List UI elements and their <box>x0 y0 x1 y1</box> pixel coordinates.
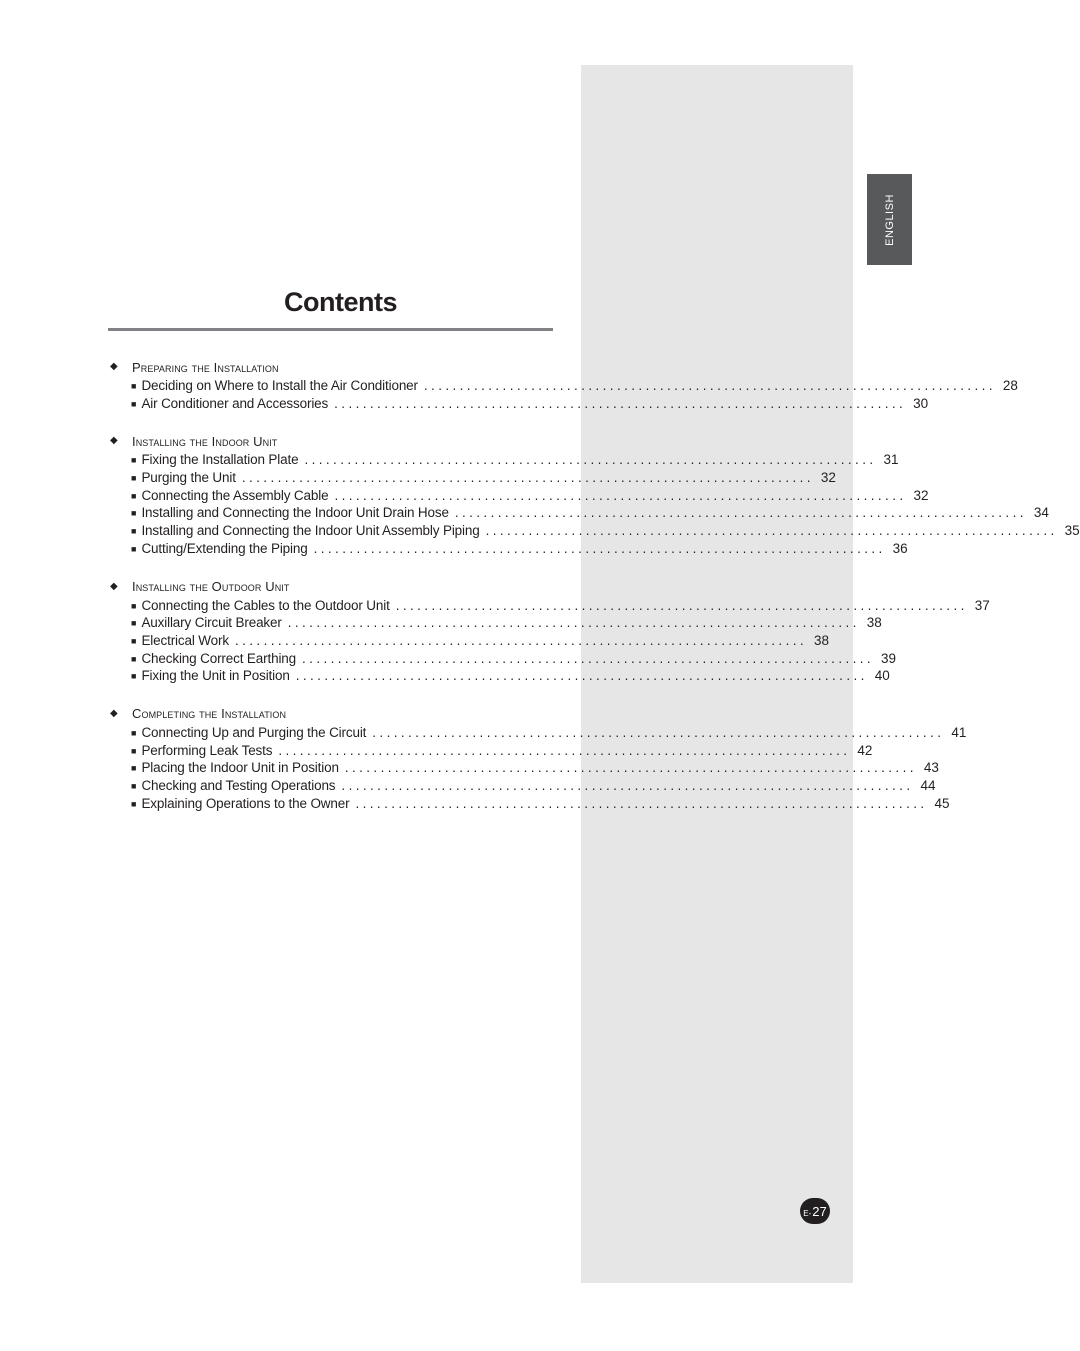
toc-entry[interactable] <box>108 668 890 686</box>
dot-leader: ................................................................................ <box>234 632 808 648</box>
toc-entry-page: 44 <box>920 778 936 793</box>
toc-entry-label: Checking and Testing Operations <box>141 778 336 793</box>
toc-entry[interactable] <box>108 615 882 633</box>
toc-entry-label: Deciding on Where to Install the Air Conditioner <box>141 378 418 393</box>
square-bullet-icon: ■ <box>131 781 137 791</box>
dot-leader: ................................................................................ <box>334 487 907 503</box>
page-number: 27 <box>812 1203 827 1219</box>
toc-section <box>108 576 990 686</box>
diamond-bullet-icon: ◆ <box>110 435 118 447</box>
dot-leader: ................................................................................ <box>334 395 907 411</box>
toc-entry-label: Connecting the Assembly Cable <box>141 487 329 503</box>
toc-entry-label: Cutting/Extending the Piping <box>141 540 308 556</box>
toc-entry[interactable] <box>108 778 936 796</box>
square-bullet-icon: ■ <box>131 745 137 756</box>
toc-entry-page: 38 <box>814 632 830 648</box>
toc-entry-page: 32 <box>820 470 836 486</box>
toc-entry-page: 28 <box>1002 378 1018 393</box>
diamond-bullet-icon: ◆ <box>110 707 118 719</box>
square-bullet-icon: ■ <box>131 653 137 664</box>
toc-entry-page: 40 <box>874 668 890 684</box>
page-title: Contents <box>284 287 397 317</box>
square-bullet-icon: ■ <box>131 381 137 391</box>
toc-section-title: Preparing the Installation <box>132 359 279 375</box>
square-bullet-icon: ■ <box>131 526 137 537</box>
toc-entry-page: 34 <box>1033 505 1049 521</box>
dot-leader: ................................................................................ <box>395 597 968 613</box>
toc-entry[interactable] <box>108 632 830 651</box>
toc-entry-page: 41 <box>951 724 967 740</box>
toc-entry-label: Fixing the Installation Plate <box>141 452 299 468</box>
dot-leader: ................................................................................ <box>287 615 860 631</box>
toc-entry-page: 38 <box>866 615 882 631</box>
toc-entry-page: 37 <box>974 597 990 613</box>
toc-entry[interactable] <box>108 395 929 414</box>
page-number-prefix: E- <box>803 1208 812 1218</box>
square-bullet-icon: ■ <box>131 543 137 554</box>
square-bullet-icon: ■ <box>131 455 137 466</box>
toc-entry[interactable] <box>108 452 899 470</box>
dot-leader: ................................................................................ <box>423 378 996 393</box>
toc-entry-label: Fixing the Unit in Position <box>141 668 290 684</box>
dot-leader: ................................................................................ <box>302 650 875 666</box>
square-bullet-icon: ■ <box>131 618 137 629</box>
toc-entry-label: Electrical Work <box>141 632 229 648</box>
page-number-badge <box>800 1198 830 1224</box>
toc-section-title: Installing the Indoor Unit <box>132 433 278 449</box>
toc-entry[interactable] <box>108 650 897 669</box>
toc-entry[interactable] <box>108 470 836 488</box>
toc-section-header <box>108 356 528 378</box>
square-bullet-icon: ■ <box>131 727 137 738</box>
toc-section <box>108 430 1080 558</box>
toc-entry-page: 45 <box>934 795 950 811</box>
toc-entry[interactable] <box>108 724 967 743</box>
toc-entry[interactable] <box>108 378 1018 396</box>
dot-leader: ................................................................................ <box>278 742 851 758</box>
dot-leader: ................................................................................ <box>344 760 917 776</box>
diamond-bullet-icon: ◆ <box>110 361 118 372</box>
language-tab <box>867 174 912 265</box>
dot-leader: ................................................................................ <box>485 523 1058 539</box>
square-bullet-icon: ■ <box>131 671 137 682</box>
square-bullet-icon: ■ <box>131 600 137 611</box>
toc-entry-page: 31 <box>883 452 899 468</box>
square-bullet-icon: ■ <box>131 490 137 501</box>
toc-entry-label: Auxillary Circuit Breaker <box>141 615 282 631</box>
toc-section <box>108 703 967 813</box>
toc-entry-label: Connecting the Cables to the Outdoor Unit <box>141 597 390 613</box>
toc-entry-label: Installing and Connecting the Indoor Unit Assembly Piping <box>141 523 480 539</box>
toc-entry[interactable] <box>108 487 929 506</box>
toc-entry-label: Performing Leak Tests <box>141 742 273 758</box>
toc-entry-page: 30 <box>913 395 929 411</box>
toc-entry-label: Purging the Unit <box>141 470 236 486</box>
square-bullet-icon: ■ <box>131 635 137 646</box>
dot-leader: ................................................................................ <box>372 724 945 740</box>
toc-entry-page: 43 <box>923 760 939 776</box>
toc-section <box>108 356 1018 413</box>
toc-section-header <box>108 576 528 598</box>
square-bullet-icon: ■ <box>131 508 137 519</box>
title-divider <box>108 328 553 331</box>
toc-entry[interactable] <box>108 760 939 778</box>
toc-entry[interactable] <box>108 742 873 761</box>
toc-section-title: Installing the Outdoor Unit <box>132 579 290 594</box>
toc-entry-page: 39 <box>881 650 897 666</box>
dot-leader: ................................................................................ <box>454 505 1027 521</box>
dot-leader: ................................................................................ <box>241 470 814 486</box>
toc-entry-label: Air Conditioner and Accessories <box>141 395 329 411</box>
toc-entry[interactable] <box>108 795 950 814</box>
toc-entry-page: 35 <box>1064 523 1080 539</box>
toc-entry[interactable] <box>108 597 990 616</box>
square-bullet-icon: ■ <box>131 398 137 409</box>
toc-section-header <box>108 430 528 452</box>
square-bullet-icon: ■ <box>131 798 137 809</box>
toc-entry-label: Checking Correct Earthing <box>141 650 297 666</box>
dot-leader: ................................................................................ <box>313 540 886 556</box>
toc-entry-label: Placing the Indoor Unit in Position <box>141 760 339 776</box>
square-bullet-icon: ■ <box>131 763 137 774</box>
toc-entry-label: Explaining Operations to the Owner <box>141 795 350 811</box>
toc-entry[interactable] <box>108 523 1080 541</box>
toc-entry-page: 32 <box>913 487 929 503</box>
dot-leader: ................................................................................ <box>304 452 877 468</box>
table-of-contents <box>108 356 1080 830</box>
toc-section-header <box>108 703 528 725</box>
toc-entry[interactable] <box>108 540 908 559</box>
dot-leader: ................................................................................ <box>341 778 914 793</box>
toc-entry-label: Installing and Connecting the Indoor Unit Drain Hose <box>141 505 449 521</box>
square-bullet-icon: ■ <box>131 473 137 484</box>
dot-leader: ................................................................................ <box>355 795 928 811</box>
toc-entry-label: Connecting Up and Purging the Circuit <box>141 724 367 740</box>
diamond-bullet-icon: ◆ <box>110 580 118 592</box>
language-tab-label: ENGLISH <box>883 193 896 246</box>
toc-entry-page: 36 <box>892 540 908 556</box>
toc-entry-page: 42 <box>857 742 873 758</box>
toc-section-title: Completing the Installation <box>132 706 287 722</box>
dot-leader: ................................................................................ <box>295 668 868 684</box>
toc-entry[interactable] <box>108 505 1049 523</box>
